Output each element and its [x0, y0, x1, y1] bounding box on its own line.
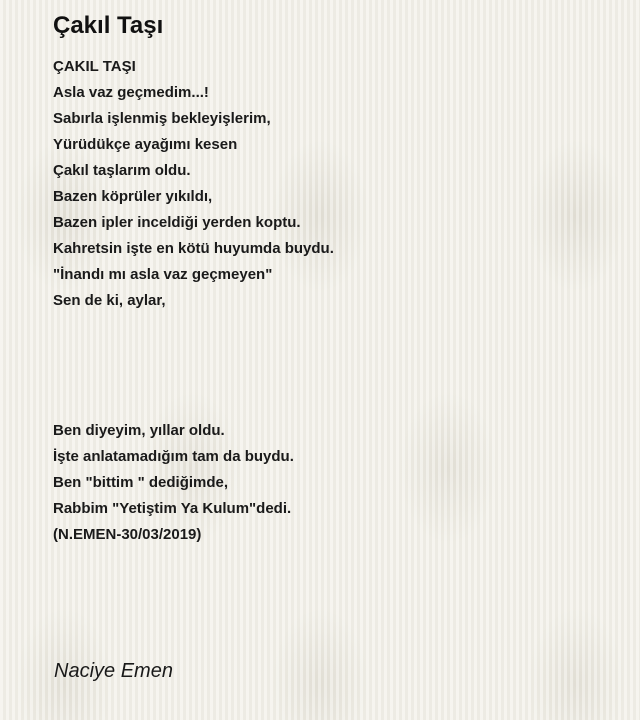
- poem-line: "İnandı mı asla vaz geçmeyen": [53, 266, 273, 283]
- stanza-gap: [53, 314, 613, 418]
- poem-line: Yürüdükçe ayağımı kesen: [53, 136, 238, 153]
- poem-line: Ben "bittim " dediğimde,: [53, 474, 229, 491]
- poem-line: İşte anlatamadığım tam da buydu.: [53, 448, 294, 465]
- poem-line: Sabırla işlenmiş bekleyişlerim,: [53, 110, 271, 127]
- poem-line: Çakıl taşlarım oldu.: [53, 162, 191, 179]
- poem-line: Ben diyeyim, yıllar oldu.: [53, 422, 225, 439]
- poem-line: Bazen köprüler yıkıldı,: [53, 188, 213, 205]
- poem-line: Bazen ipler inceldiği yerden koptu.: [53, 214, 301, 231]
- poem-line: ÇAKIL TAŞI: [53, 58, 136, 75]
- author-name: Naciye Emen: [54, 660, 173, 682]
- poem-body: [53, 54, 613, 548]
- poem-title: Çakıl Taşı: [53, 12, 164, 39]
- stanza-1: [53, 54, 613, 314]
- poem-line: (N.EMEN-30/03/2019): [53, 526, 202, 543]
- stanza-2: [53, 418, 613, 548]
- poem-line: Sen de ki, aylar,: [53, 292, 166, 309]
- poem-line: Rabbim "Yetiştim Ya Kulum"dedi.: [53, 500, 292, 517]
- poem-line: Asla vaz geçmedim...!: [53, 84, 209, 101]
- poem-line: Kahretsin işte en kötü huyumda buydu.: [53, 240, 334, 257]
